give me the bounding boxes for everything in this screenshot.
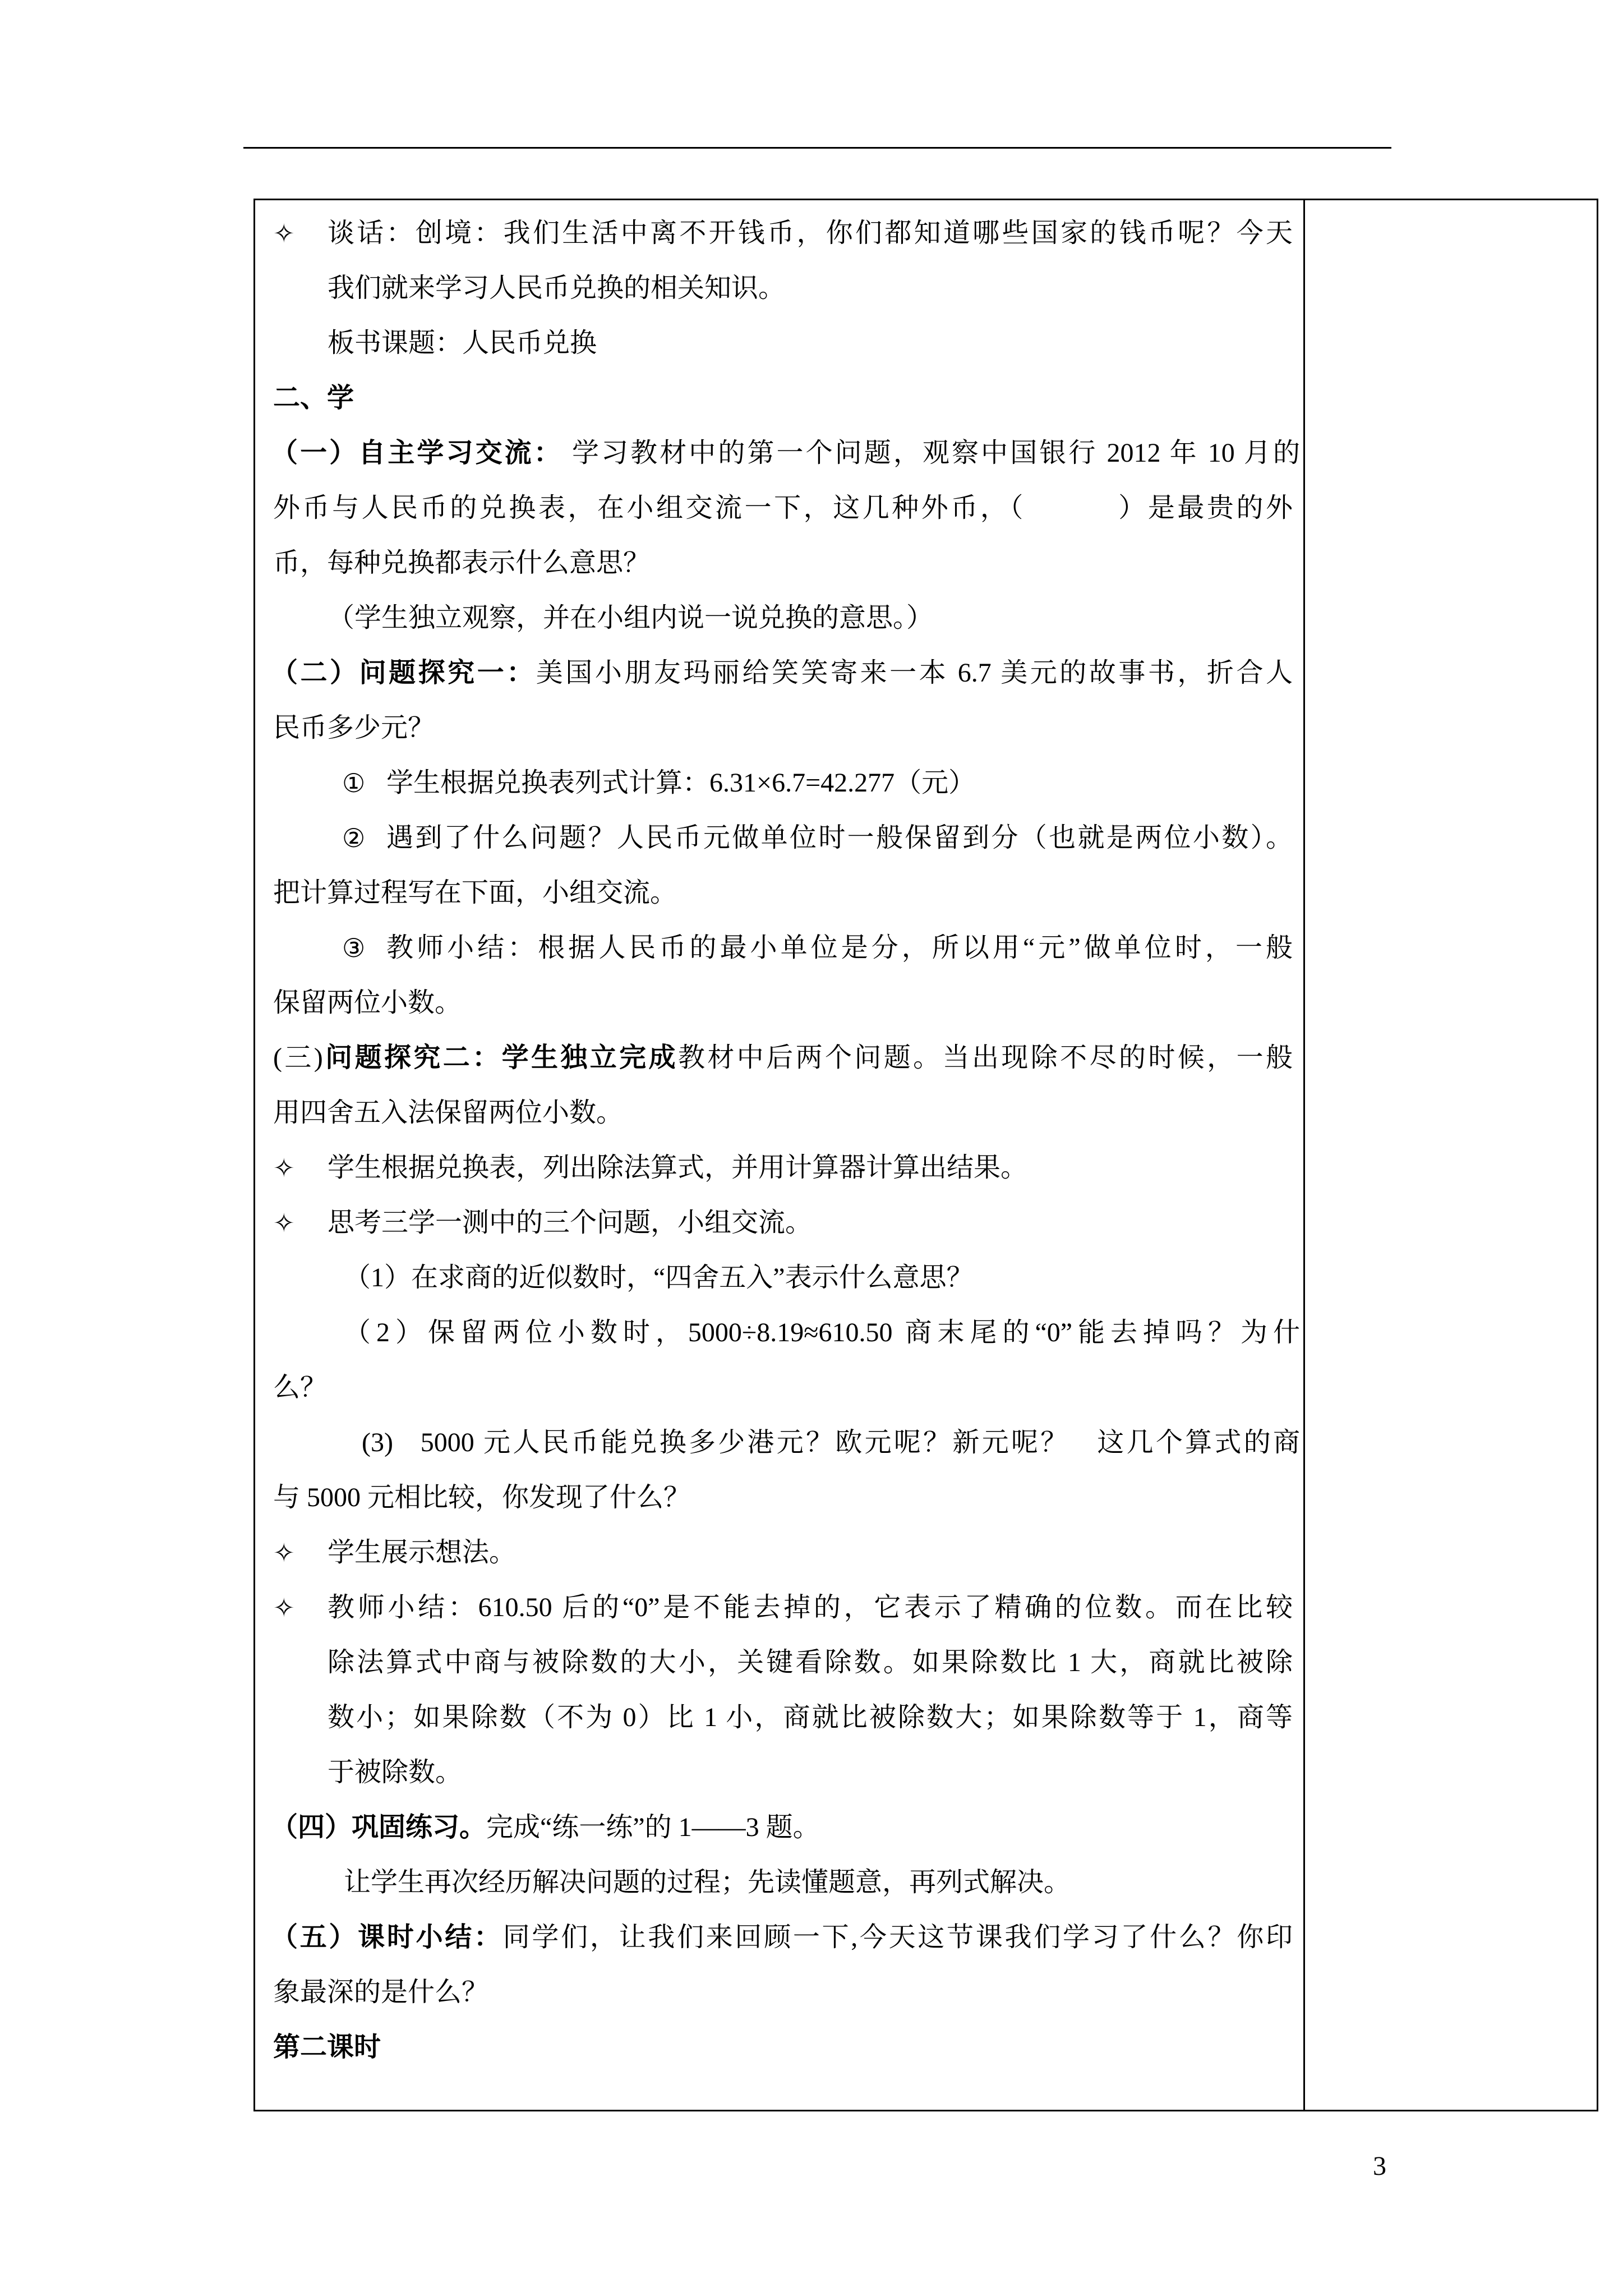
- line-text: [273, 866, 677, 921]
- line-text: [344, 1305, 1300, 1360]
- body-text: 与 5000 元相比较，你发现了什么？: [273, 1483, 691, 1512]
- header-rule: [243, 147, 1391, 149]
- line-text: [273, 1085, 623, 1140]
- lesson-line: [255, 1030, 1303, 1085]
- lesson-line: [255, 2020, 1303, 2075]
- line-text: [328, 206, 1293, 261]
- star-bullet-icon: ✧: [273, 218, 295, 249]
- body-text: 保留两位小数。: [273, 988, 462, 1018]
- line-text: [344, 1855, 1071, 1910]
- line-text: [273, 2020, 381, 2075]
- line-text: [328, 261, 785, 316]
- line-text: [328, 1745, 462, 1800]
- lesson-line: [255, 371, 1303, 426]
- lesson-line: [255, 261, 1303, 316]
- lesson-line: [255, 1525, 1303, 1580]
- line-text: [328, 1580, 1293, 1635]
- lesson-content-cell: [255, 200, 1305, 2110]
- star-bullet-icon: ✧: [273, 1208, 295, 1238]
- body-text: 板书课题：人民币兑换: [328, 328, 597, 358]
- body-text: 除法算式中商与被除数的大小，关键看除数。如果除数比 1 大，商就比被除: [328, 1648, 1293, 1677]
- line-text: [344, 1250, 974, 1305]
- body-text: 教材中后两个问题。当出现除不尽的时候，一般: [677, 1043, 1293, 1073]
- line-text: [273, 536, 650, 591]
- lesson-line: [255, 1800, 1303, 1855]
- body-text: 同学们，让我们来回顾一下,今天这节课我们学习了什么？你印: [502, 1922, 1293, 1952]
- subsection-heading: 问题探究二：学生独立完成: [322, 1043, 678, 1073]
- lesson-line: [255, 1085, 1303, 1140]
- star-bullet-icon: ✧: [273, 1153, 295, 1183]
- question-text: （2）保留两位小数时，5000÷8.19≈610.50 商末尾的“0”能去掉吗？为什: [344, 1318, 1300, 1347]
- body-text: 用四舍五入法保留两位小数。: [273, 1098, 624, 1128]
- lesson-line: [255, 316, 1303, 371]
- line-text: [271, 646, 1293, 701]
- question-text: （1）在求商的近似数时，“四舍五入”表示什么意思？: [344, 1263, 974, 1292]
- lesson-line: [255, 646, 1303, 701]
- line-text: [273, 371, 354, 426]
- body-text: 数小；如果除数（不为 0）比 1 小，商就比被除数大；如果除数等于 1，商等: [328, 1703, 1293, 1732]
- body-text: 么？: [273, 1373, 328, 1402]
- line-text: [271, 1800, 820, 1855]
- question-text: (3) 5000 元人民币能兑换多少港元？欧元呢？新元呢？ 这几个算式的商: [362, 1428, 1300, 1457]
- lesson-line: [255, 1580, 1303, 1635]
- line-text: [328, 1195, 812, 1250]
- subsection-heading: （一）自主学习交流：: [271, 438, 563, 468]
- step-number: ①: [342, 768, 366, 798]
- lesson-line: [255, 756, 1303, 811]
- lesson-line: [255, 811, 1303, 866]
- body-text: 于被除数。: [328, 1757, 463, 1787]
- body-text: 币，每种兑换都表示什么意思？: [273, 548, 651, 578]
- step-number: ②: [342, 823, 366, 853]
- lesson-line: [255, 1690, 1303, 1745]
- lesson-line: [255, 1140, 1303, 1195]
- line-text: [273, 481, 1293, 536]
- line-text: [273, 1030, 1293, 1085]
- line-text: [362, 1415, 1300, 1470]
- subsection-number: (三): [273, 1043, 323, 1073]
- section-heading: 二、学: [273, 383, 354, 413]
- line-text: [328, 1140, 1027, 1195]
- body-text: 教师小结：根据人民币的最小单位是分，所以用“元”做单位时，一般: [386, 933, 1293, 963]
- body-text: 学生展示想法。: [328, 1538, 517, 1567]
- body-text: 我们就来学习人民币兑换的相关知识。: [328, 273, 786, 303]
- body-text: 外币与人民币的兑换表，在小组交流一下，这几种外币，（ ）是最贵的外: [273, 493, 1293, 523]
- line-text: [273, 1965, 488, 2020]
- subsection-heading: （四）巩固练习。: [271, 1812, 487, 1842]
- body-text: 思考三学一测中的三个问题，小组交流。: [328, 1208, 813, 1237]
- star-bullet-icon: ✧: [273, 1538, 295, 1568]
- line-text: [273, 701, 435, 756]
- step-number: ③: [342, 933, 366, 963]
- lesson-line: [255, 1855, 1303, 1910]
- body-text: 把计算过程写在下面，小组交流。: [273, 878, 677, 908]
- line-text: [328, 1525, 516, 1580]
- line-text: [273, 976, 462, 1030]
- body-text: 让学生再次经历解决问题的过程；先读懂题意，再列式解决。: [344, 1867, 1071, 1897]
- star-bullet-icon: ✧: [273, 1593, 295, 1623]
- lesson-line: [255, 1250, 1303, 1305]
- body-text: 民币多少元？: [273, 713, 435, 743]
- lesson-line: [255, 426, 1303, 481]
- lesson-line: [255, 1415, 1303, 1470]
- page-number: 3: [1373, 2151, 1386, 2181]
- lesson-plan-table: [253, 199, 1598, 2111]
- line-text: [271, 1910, 1293, 1965]
- lesson-line: [255, 206, 1303, 261]
- line-text: [386, 756, 975, 811]
- lesson-line: [255, 536, 1303, 591]
- notes-column: [1305, 200, 1597, 2110]
- body-text: 遇到了什么问题？人民币元做单位时一般保留到分（也就是两位小数）。: [386, 823, 1293, 853]
- lesson-line: [255, 1910, 1303, 1965]
- body-text: 美国小朋友玛丽给笑笑寄来一本 6.7 美元的故事书，折合人: [536, 658, 1293, 688]
- line-text: [273, 1360, 327, 1415]
- lesson-line: [255, 1745, 1303, 1800]
- lesson-line: [255, 591, 1303, 646]
- lesson-line: [255, 921, 1303, 976]
- body-text: 学生根据兑换表列式计算：6.31×6.7=42.277（元）: [386, 768, 976, 798]
- body-text: 教师小结：610.50 后的“0”是不能去掉的，它表示了精确的位数。而在比较: [328, 1593, 1293, 1622]
- lesson-line: [255, 1195, 1303, 1250]
- line-text: [328, 591, 933, 646]
- subsection-heading: （五）课时小结：: [271, 1922, 503, 1952]
- lesson-line: [255, 701, 1303, 756]
- lesson-line: [255, 866, 1303, 921]
- body-text: （学生独立观察，并在小组内说一说兑换的意思。）: [328, 603, 934, 633]
- lesson-line: [255, 1635, 1303, 1690]
- line-text: [273, 1470, 690, 1525]
- subsection-heading: （二）问题探究一：: [271, 658, 536, 688]
- line-text: [386, 921, 1293, 976]
- lesson-line: [255, 1305, 1303, 1360]
- body-text: 象最深的是什么？: [273, 1977, 489, 2007]
- lesson-line: [255, 1360, 1303, 1415]
- line-text: [328, 316, 597, 371]
- line-text: [271, 426, 1300, 481]
- lesson-line: [255, 481, 1303, 536]
- body-text: 谈话：创境：我们生活中离不开钱币，你们都知道哪些国家的钱币呢？今天: [328, 218, 1293, 248]
- line-text: [386, 811, 1293, 866]
- body-text: 学生根据兑换表，列出除法算式，并用计算器计算出结果。: [328, 1153, 1028, 1182]
- lesson-line: [255, 1965, 1303, 2020]
- section-heading: 第二课时: [273, 2032, 381, 2062]
- line-text: [328, 1690, 1293, 1745]
- lesson-line: [255, 976, 1303, 1030]
- body-text: 学习教材中的第一个问题，观察中国银行 2012 年 10 月的: [562, 438, 1300, 468]
- body-text: 完成“练一练”的 1——3 题。: [486, 1812, 820, 1842]
- line-text: [328, 1635, 1293, 1690]
- lesson-line: [255, 1470, 1303, 1525]
